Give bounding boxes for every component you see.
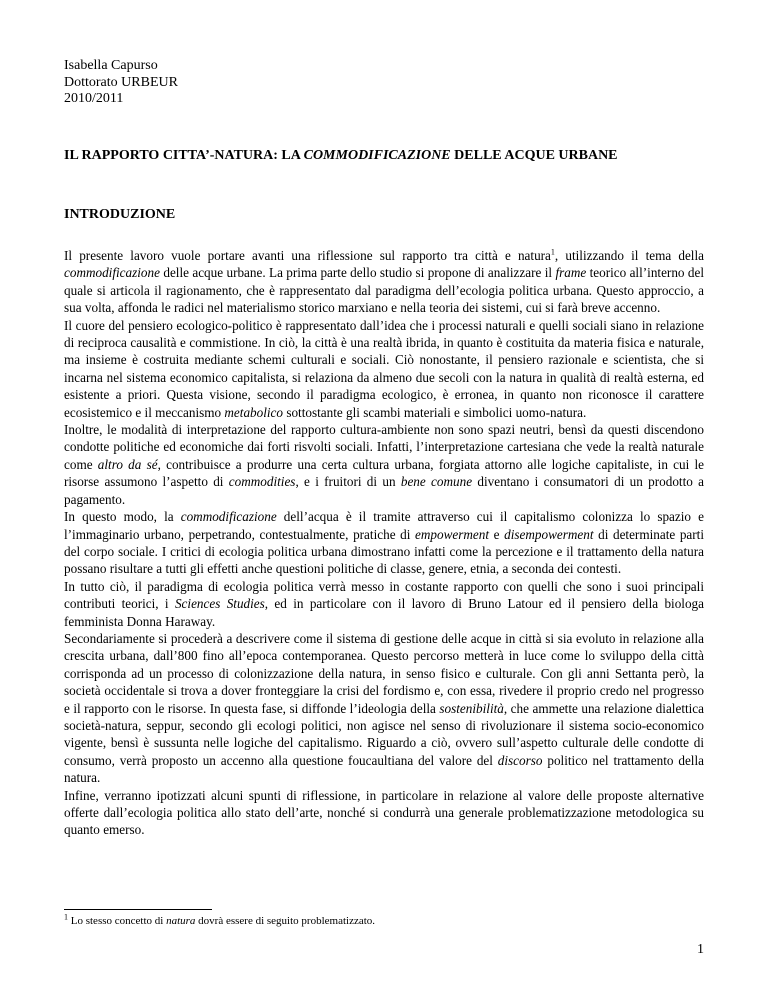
text-run: dovrà essere di seguito problematizzato. — [195, 915, 376, 927]
text-run: Lo stesso concetto di — [68, 915, 167, 927]
text-run: diventano i consumatori di un prodotto a pagamento. — [64, 474, 704, 507]
footnote-separator — [64, 909, 212, 910]
footnote-number: 1 — [64, 912, 68, 922]
document-title — [64, 147, 724, 165]
text-run: dell’acqua è il tramite attraverso cui il capitalismo colonizza lo spazio e l’immaginario urbano, perpetrando, contestualmente, pratiche di — [64, 509, 704, 542]
footnote — [64, 914, 375, 928]
text-run: , e i fruitori di un — [295, 474, 401, 490]
emphasis: commodities — [228, 474, 296, 490]
text-run: e — [489, 526, 505, 542]
text-run: , contribuisce a produrre una certa cultura urbana, forgiata attorno alle logiche capitaliste, in cui le risorse assumono l’aspetto di — [64, 456, 704, 490]
text-run: Inoltre, le modalità di interpretazione del rapporto cultura-ambiente non sono spazi neutri, bensì da questi discendono condotte politiche ed economiche dai forti risvolti sociali. Infatti, l’interpretazione cartesiana che vede la realtà naturale come — [64, 422, 704, 472]
emphasis: altro da sé — [97, 456, 158, 472]
doctoral-program: Dottorato URBEUR — [64, 74, 178, 90]
emphasis: discorso — [497, 752, 543, 768]
text-run: In questo modo, la — [64, 509, 181, 525]
page-number: 1 — [697, 942, 704, 957]
text-run: Il presente lavoro vuole portare avanti una riflessione sul rapporto tra città e natura — [64, 248, 551, 263]
emphasis: metabolico — [224, 404, 284, 420]
text-run: politico nel trattamento della natura. — [64, 752, 704, 786]
emphasis: disempowerment — [504, 526, 594, 542]
footnote-reference[interactable]: 1 — [550, 247, 555, 257]
emphasis: empowerment — [415, 526, 490, 542]
emphasis: Sciences Studies — [174, 596, 265, 612]
emphasis: bene comune — [400, 474, 473, 490]
author-block — [64, 58, 178, 108]
text-run: , utilizzando il tema della — [554, 248, 704, 263]
paragraph-4 — [64, 508, 704, 578]
text-run: , che ammette una relazione dialettica società-natura, seppur, secondo gli ecologi politici, non agisce nel senso di rivoluzionare il sistema socio-economico vigente, bensì è sussunta nelle logiche del capitalismo. Riguardo a ciò, ovvero sull’aspetto culturale delle condotte di consumo, verrà proposto un accenno alla questione foucaultiana del valore del — [64, 700, 705, 768]
paragraph-2 — [64, 317, 704, 421]
text-run: , ed in particolare con il lavoro di Bruno Latour ed il pensiero della biologa femminista Donna Haraway. — [64, 596, 705, 629]
paragraph-1 — [64, 247, 704, 317]
paragraph-6 — [64, 630, 704, 787]
text-run: di determinate parti del corpo sociale. I critici di ecologia politica urbana dimostrano infatti come la percezione e il trattamento della natura possano risultare a tutti gli effetti anche questioni politiche di classe, genere, etnia, a seconda dei contesti. — [64, 526, 704, 577]
title-part-1: IL RAPPORTO CITTA’-NATURA: LA — [64, 148, 304, 163]
emphasis: commodificazione — [64, 265, 160, 281]
title-italic: COMMODIFICAZIONE — [303, 148, 451, 163]
paragraph-5 — [64, 578, 704, 630]
body-text — [64, 247, 704, 839]
text-run: Il cuore del pensiero ecologico-politico è rappresentato dall’idea che i processi naturali e quelli sociali siano in relazione di reciproca causalità e commistione. In ciò, la città è una realtà ibrida, in quanto è costituita da materia fisica e naturale, ma insieme è costruita mediante schemi culturali e sociali. Ciò nonostante, il pensiero razionale e scientista, che si incarna nel sistema economico capitalista, si relaziona da almeno due secoli con la natura in qualità di realtà esterna, ed esistente a priori. Questa visione, secondo il paradigma ecologico, è erronea, in quanto non riconosce il carattere ecosistemico e il meccanismo — [64, 317, 704, 420]
paragraph-7: Infine, verranno ipotizzati alcuni spunti di riflessione, in particolare in relazione al valore delle proposte alternative offerte dall’ecologia politica allo stato dell’arte, nonché si condurrà una generale problematizzazione metodologica su quanto emerso. — [64, 787, 704, 838]
text-run: sottostante gli scambi materiali e simbolici uomo-natura. — [283, 404, 587, 420]
title-part-2: DELLE ACQUE URBANE — [450, 148, 618, 163]
section-heading: INTRODUZIONE — [64, 207, 176, 222]
emphasis: sostenibilità — [439, 700, 504, 716]
text-run: In tutto ciò, il paradigma di ecologia politica verrà messo in costante rapporto con quelli che sono i suoi principali contributi teorici, i — [64, 578, 704, 612]
paragraph-3 — [64, 421, 704, 508]
emphasis: natura — [166, 915, 196, 927]
academic-year: 2010/2011 — [64, 91, 124, 106]
text-run: teorico all’interno del quale si articola il ragionamento, che è rappresentato dal paradigma dell’ecologia politica urbana. Questo approccio, a sua volta, affonda le radici nel materialismo storico marxiano e nella teoria dei sistemi, cui si farà breve accenno. — [64, 265, 704, 316]
emphasis: frame — [555, 265, 587, 281]
text-run: delle acque urbane. La prima parte dello studio si propone di analizzare il — [159, 265, 556, 281]
author-name: Isabella Capurso — [64, 58, 158, 73]
text-run: Secondariamente si procederà a descrivere come il sistema di gestione delle acque in città si sia evoluto in relazione alla crescita urbana, dall’800 fino all’epoca contemporanea. Questo percorso metterà in luce come lo sviluppo della città corrisponda ad un processo di colonizzazione della natura, in senso fisico e culturale. Con gli anni Settanta però, la società occidentale si trova a dover fronteggiare la crisi del fordismo e, con essa, rivedere il proprio credo nel progresso e il rapporto con le risorse. In questa fase, si diffonde l’ideologia della — [64, 630, 704, 716]
emphasis: commodificazione — [180, 509, 277, 525]
